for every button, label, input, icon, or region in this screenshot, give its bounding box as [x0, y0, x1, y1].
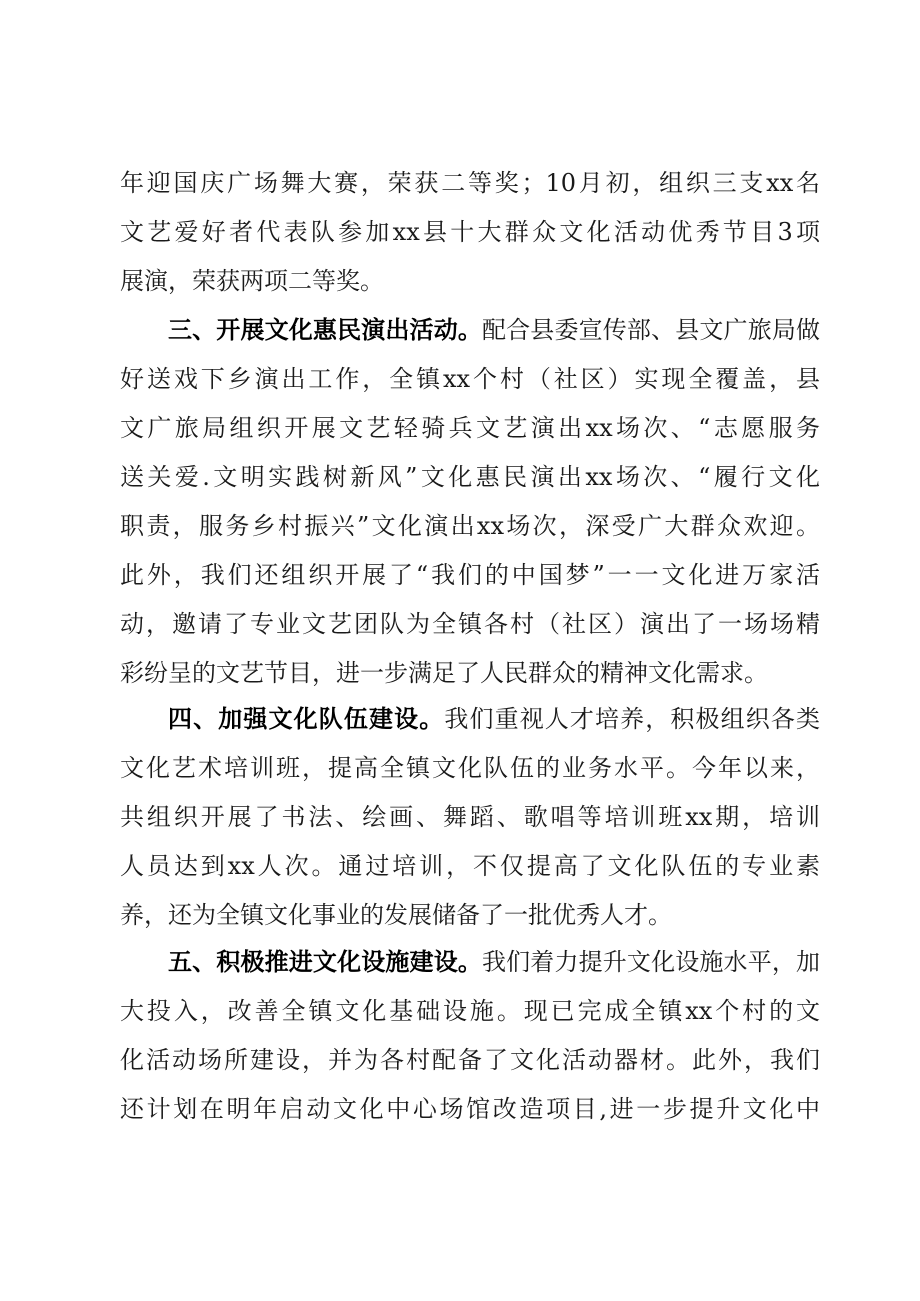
paragraph-text: 我们着力提升文化设施水平，加 — [482, 948, 820, 976]
paragraph-line: 还计划在明年启动文化中心场馆改造项目,进一步提升文化中 — [120, 1095, 820, 1123]
paragraph-line: 大投入，改善全镇文化基础设施。现已完成全镇xx个村的文 — [120, 997, 820, 1025]
paragraph-line: 养，还为全镇文化事业的发展储备了一批优秀人才。 — [120, 901, 672, 929]
paragraph-text: 配合县委宣传部、县文广旅局做 — [482, 316, 820, 344]
section-3-heading: 三、开展文化惠民演出活动。 — [168, 316, 482, 344]
paragraph-line: 送关爱.文明实践树新风”文化惠民演出xx场次、“履行文化 — [120, 463, 820, 491]
paragraph-line: 彩纷呈的文艺节目，进一步满足了人民群众的精神文化需求。 — [120, 659, 768, 687]
paragraph-line: 展演，荣获两项二等奖。 — [120, 267, 384, 295]
paragraph-line: 化活动场所建设，并为各村配备了文化活动器材。此外，我们 — [120, 1046, 820, 1074]
paragraph-line: 职责，服务乡村振兴”文化演出xx场次，深受广大群众欢迎。 — [120, 512, 820, 540]
paragraph-line: 好送戏下乡演出工作，全镇xx个村（社区）实现全覆盖，县 — [120, 365, 820, 393]
paragraph-line: 此外，我们还组织开展了“我们的中国梦”一一文化进万家活 — [120, 561, 820, 589]
section-5-heading: 五、积极推进文化设施建设。 — [168, 948, 482, 976]
section-3-first-line — [168, 308, 820, 352]
section-4-heading: 四、加强文化队伍建设。 — [168, 705, 445, 733]
paragraph-line: 文化艺术培训班，提高全镇文化队伍的业务水平。今年以来， — [120, 754, 820, 782]
paragraph-line: 年迎国庆广场舞大赛，荣获二等奖；10月初，组织三支xx名 — [120, 169, 820, 197]
paragraph-line: 共组织开展了书法、绘画、舞蹈、歌唱等培训班xx期，培训 — [120, 803, 820, 831]
paragraph-line: 文广旅局组织开展文艺轻骑兵文艺演出xx场次、“志愿服务 — [120, 414, 820, 442]
paragraph-text: 我们重视人才培养，积极组织各类 — [444, 705, 821, 733]
section-4-first-line — [168, 697, 820, 741]
paragraph-line: 文艺爱好者代表队参加xx县十大群众文化活动优秀节目3项 — [120, 218, 820, 246]
paragraph-line: 动，邀请了专业文艺团队为全镇各村（社区）演出了一场场精 — [120, 610, 820, 638]
paragraph-line: 人员达到xx人次。通过培训，不仅提高了文化队伍的专业素 — [120, 852, 820, 880]
section-5-first-line — [168, 940, 820, 984]
